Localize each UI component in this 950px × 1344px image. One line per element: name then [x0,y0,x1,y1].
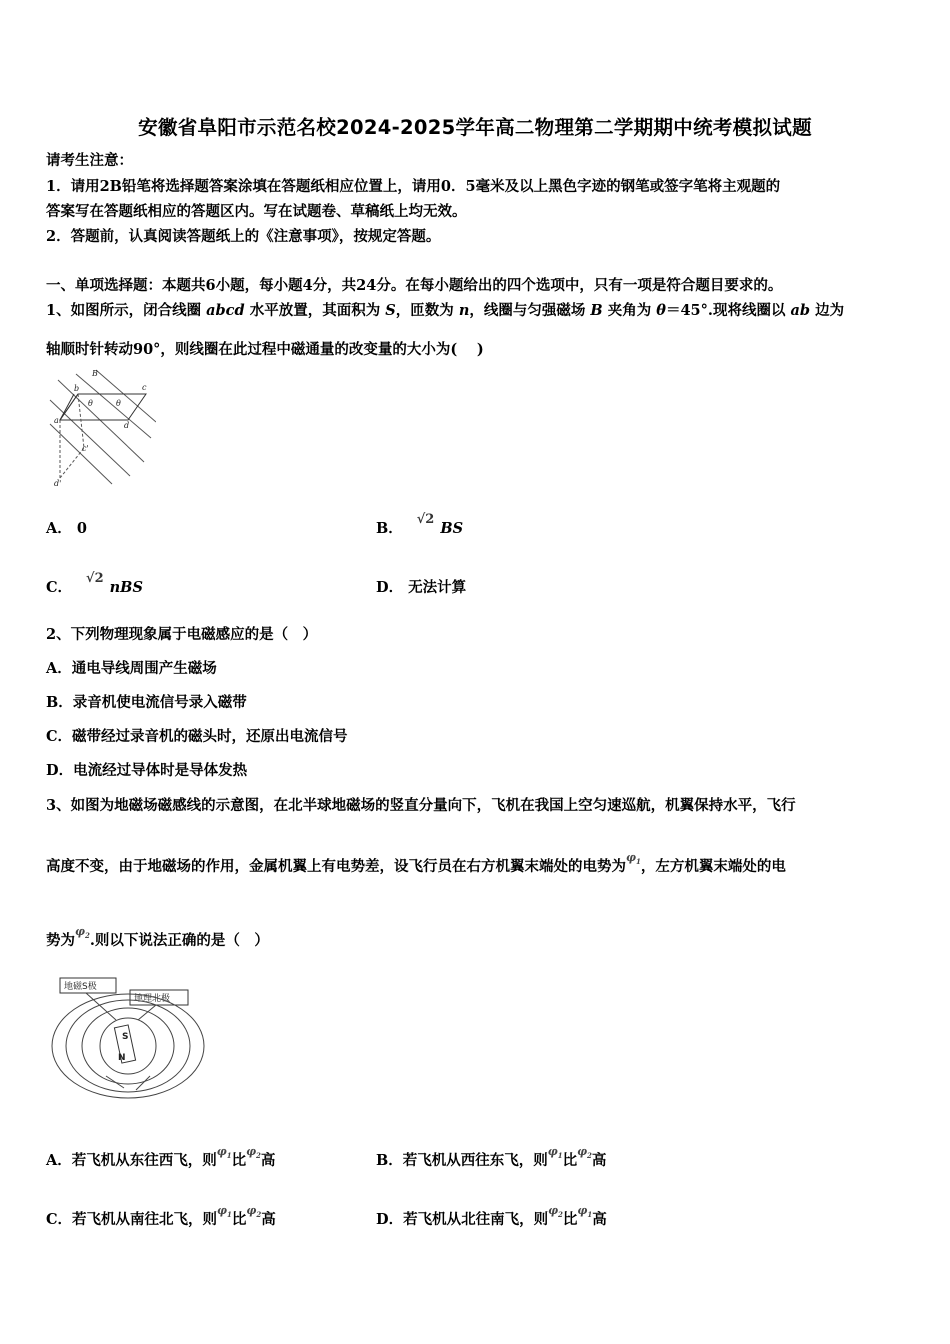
q2-option-a[interactable]: A．通电导线周围产生磁场 [46,660,217,677]
fig-label-geo-north: 地理北极 [134,994,171,1004]
svg-text:c': c' [82,444,89,453]
question-3-stem-line-2: 高度不变，由于地磁场的作用，金属机翼上有电势差，设飞行员在右方机翼末端处的电势为$^{\varphi_1}$，左方机翼末端处的电 [46,851,786,875]
q2-option-c[interactable]: C．磁带经过录音机的磁头时，还原出电流信号 [46,728,348,745]
q2-option-d[interactable]: D．电流经过导体时是导体发热 [46,762,248,779]
notice-line-2: 2．答题前，认真阅读答题纸上的《注意事项》，按规定答题。 [46,228,441,245]
svg-text:a: a [54,416,59,425]
question-3-stem-line-3: 势为$^{\varphi_2}$.则以下说法正确的是（ ） [46,925,269,949]
svg-text:d: d [124,421,130,430]
fig-pole-s: S [122,1032,129,1042]
notice-line-1b: 答案写在答题纸相应的答题区内。写在试题卷、草稿纸上均无效。 [46,203,467,220]
fig-label: B [92,369,98,378]
q3-option-b[interactable]: B．若飞机从西往东飞，则$^{\varphi_1}$比$^{\varphi_2}$高 [376,1145,607,1169]
q3-option-a[interactable]: A．若飞机从东往西飞，则$^{\varphi_1}$比$^{\varphi_2}$高 [46,1145,276,1169]
q2-option-b[interactable]: B．录音机使电流信号录入磁带 [46,694,247,711]
svg-text:θ: θ [116,399,121,408]
q3-option-c[interactable]: C．若飞机从南往北飞，则$^{\varphi_1}$比$^{\varphi_2}$高 [46,1204,276,1228]
notice-line-1a: 1．请用2B铅笔将选择题答案涂填在答题纸相应位置上，请用0．5毫米及以上黑色字迹的钢笔或签字笔将主观题的 [46,178,781,195]
section-heading: 一、单项选择题：本题共6小题，每小题4分，共24分。在每小题给出的四个选项中，只有一项是符合题目要求的。 [46,277,783,294]
svg-text:d': d' [54,479,62,488]
question-3-stem: 3、如图为地磁场磁感线的示意图，在北半球地磁场的竖直分量向下，飞机在我国上空匀速巡航，机翼保持水平，飞行 [46,797,796,814]
svg-text:c: c [142,383,147,392]
q3-option-d[interactable]: D．若飞机从北往南飞，则$^{\varphi_2}$比$^{\varphi_1}$高 [376,1204,607,1228]
fig-label-magnetic-s: 地磁S极 [64,982,97,992]
svg-text:b: b [74,384,80,393]
svg-text:θ: θ [88,399,93,408]
coil-magnetic-field-figure [46,366,156,490]
fig-pole-n: N [118,1053,126,1063]
question-2-stem: 2、下列物理现象属于电磁感应的是（ ） [46,626,318,643]
question-1-stem-line-2: 轴顺时针转动90°，则线圈在此过程中磁通量的改变量的大小为( ) [46,341,484,358]
page-title: 安徽省阜阳市示范名校2024-2025学年高二物理第二学期期中统考模拟试题 [138,116,812,139]
geomagnetic-field-figure [46,976,208,1102]
question-1-stem: 1、如图所示，闭合线圈 abcd 水平放置，其面积为 S，匝数为 n，线圈与匀强磁场 B 夹角为 θ＝45°.现将线圈以 ab 边为 [46,302,845,319]
q1-option-c[interactable]: C．√2nBS [46,571,143,596]
notice-heading: 请考生注意： [46,152,133,169]
q1-option-b[interactable]: B．√2BS [376,512,464,537]
q1-option-d[interactable]: D． 无法计算 [376,579,467,596]
q1-option-a[interactable]: A． 0 [46,520,87,537]
